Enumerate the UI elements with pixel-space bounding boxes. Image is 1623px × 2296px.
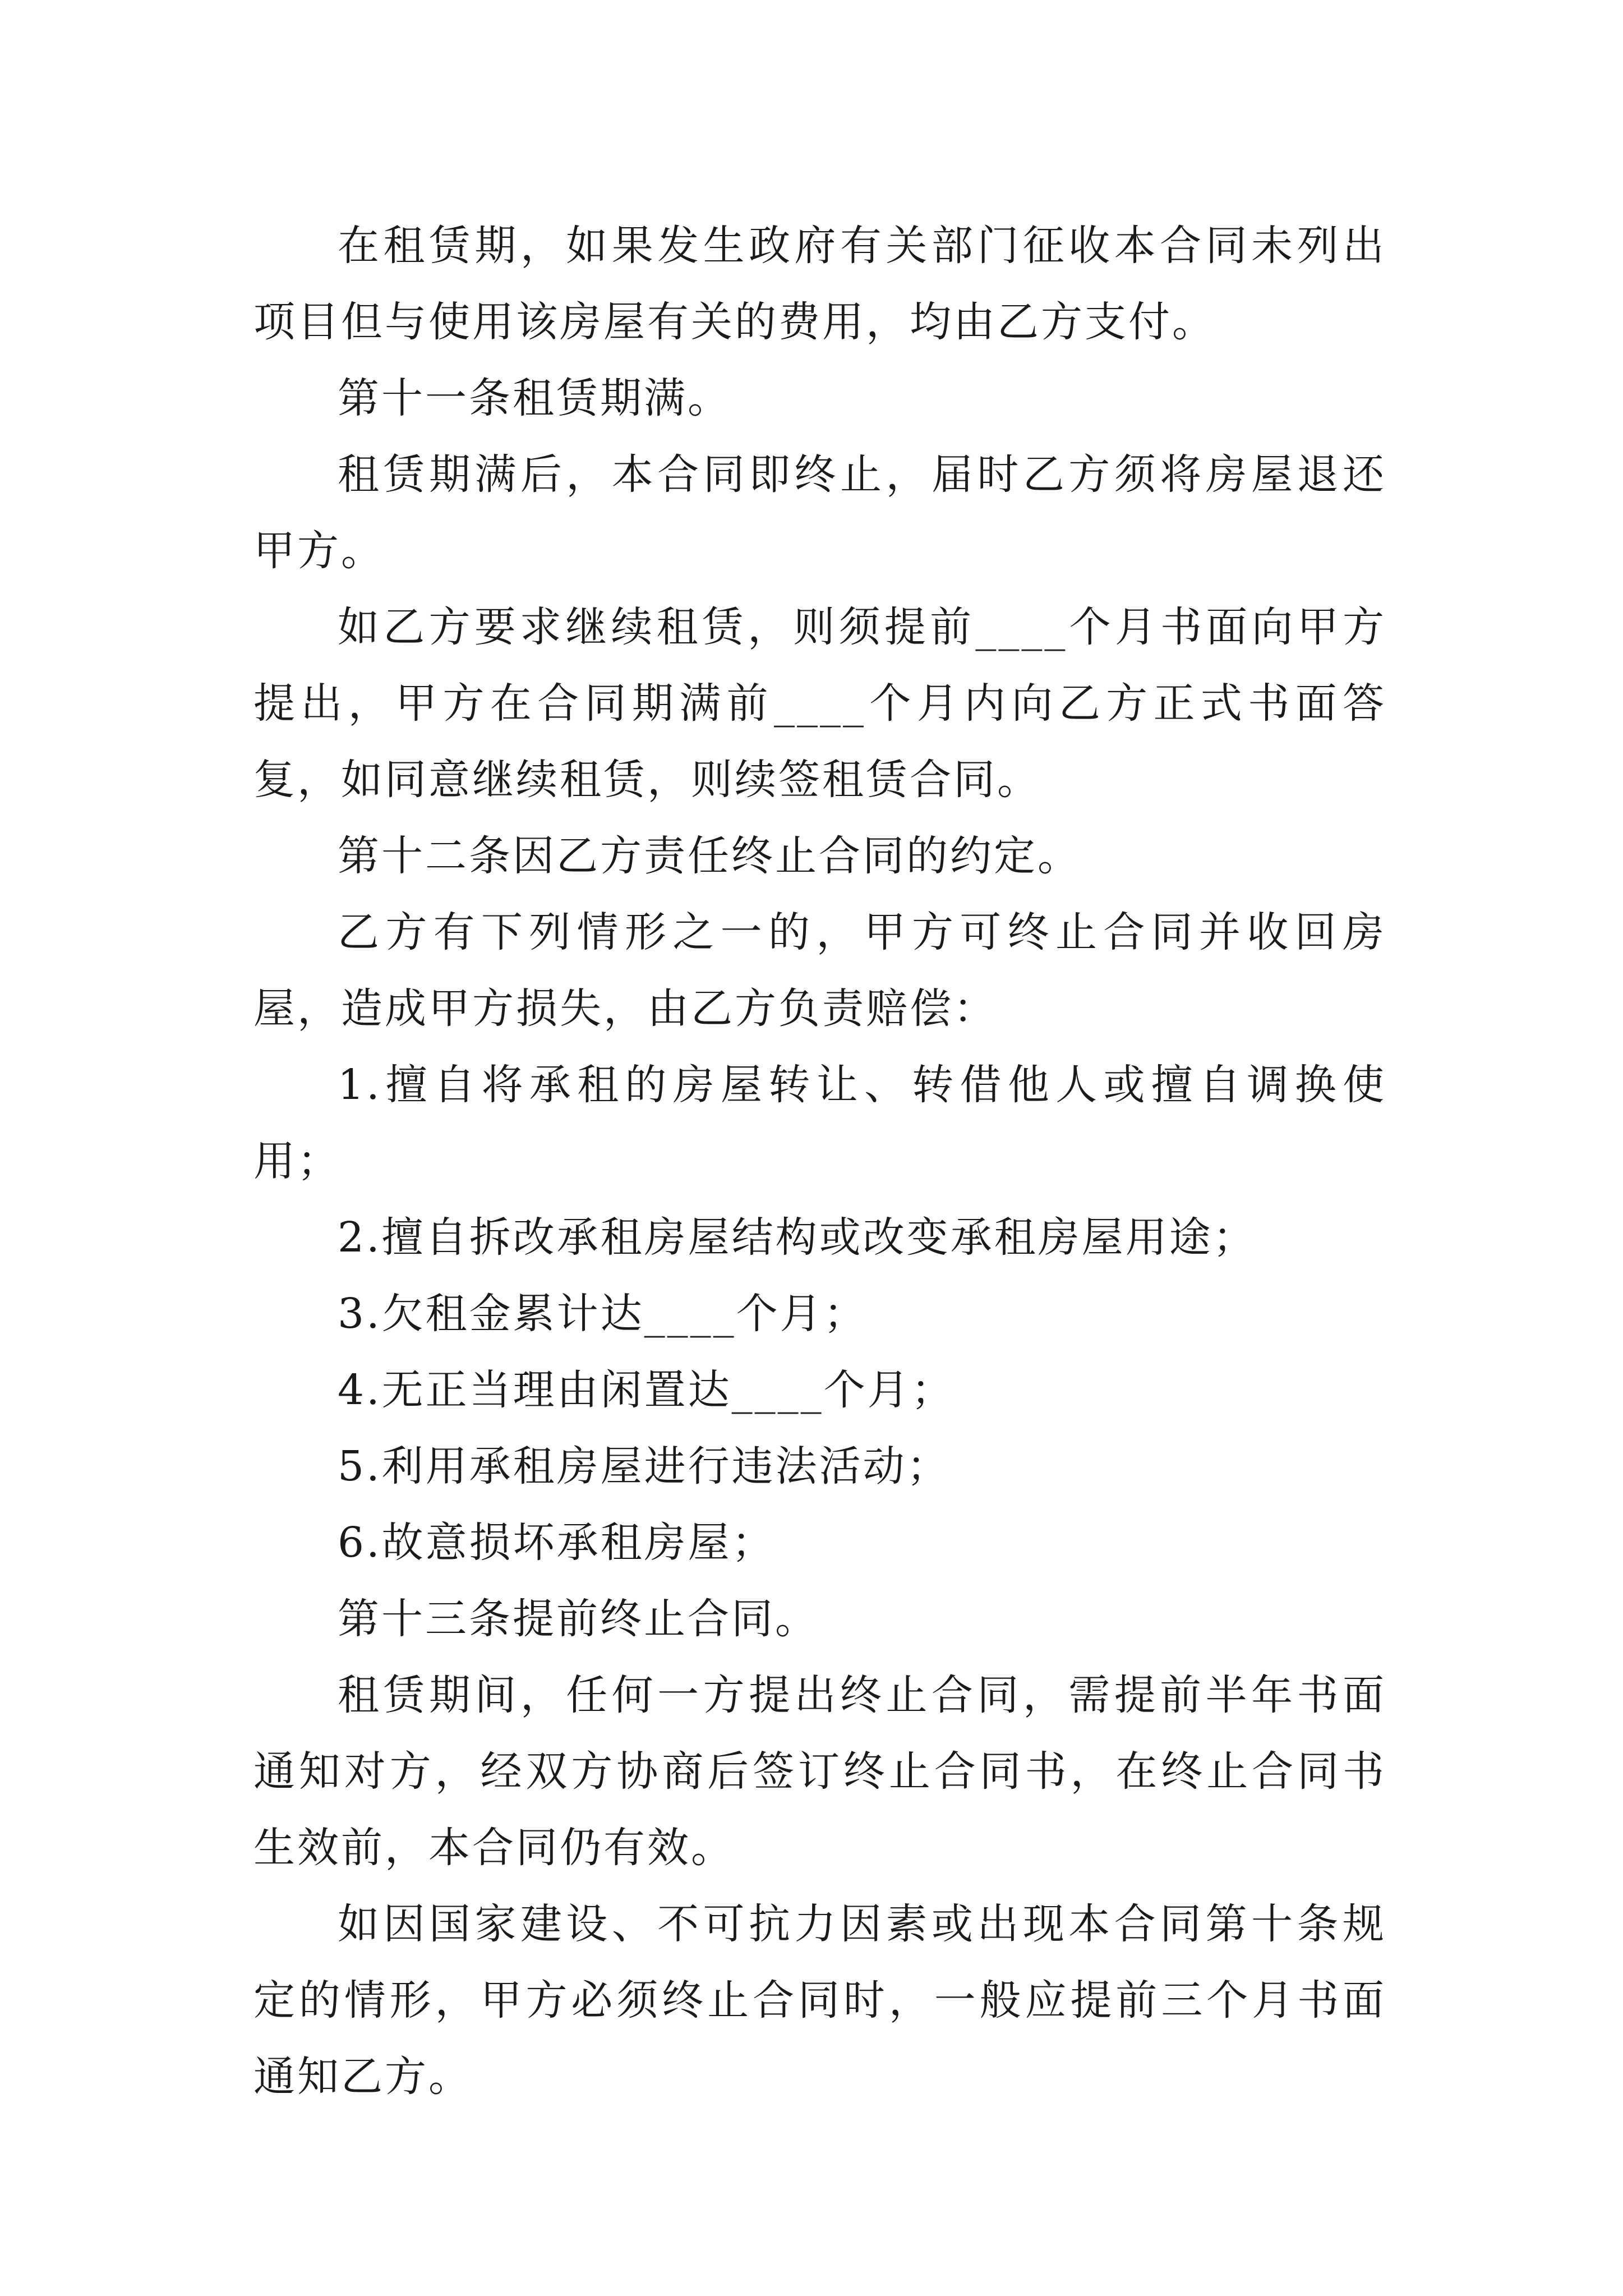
list-item-1: 1.擅自将承租的房屋转让、转借他人或擅自调换使用； xyxy=(253,1061,1386,1185)
list-item-3: 3.欠租金累计达____个月； xyxy=(338,1290,868,1338)
paragraph-termination-conditions: 乙方有下列情形之一的，甲方可终止合同并收回房屋，造成甲方损失，由乙方负责赔偿： xyxy=(253,908,1386,1033)
paragraph-early-termination: 租赁期间，任何一方提出终止合同，需提前半年书面通知对方，经双方协商后签订终止合同书，在终止合同书生效前，本合同仍有效。 xyxy=(253,1671,1386,1872)
document-body xyxy=(253,208,1386,2115)
paragraph-lease-renewal: 如乙方要求继续租赁，则须提前____个月书面向甲方提出，甲方在合同期满前____个月内向乙方正式书面答复，如同意继续租赁，则续签租赁合同。 xyxy=(253,603,1386,804)
paragraph-force-majeure: 如因国家建设、不可抗力因素或出现本合同第十条规定的情形，甲方必须终止合同时，一般应提前三个月书面通知乙方。 xyxy=(253,1900,1386,2101)
clause-11-heading: 第十一条租赁期满。 xyxy=(338,374,731,422)
list-item-6: 6.故意损坏承租房屋； xyxy=(338,1519,776,1567)
list-item-2: 2.擅自拆改承租房屋结构或改变承租房屋用途； xyxy=(338,1213,1257,1262)
paragraph-lease-expiry: 租赁期满后，本合同即终止，届时乙方须将房屋退还甲方。 xyxy=(253,450,1386,575)
paragraph-government-fees: 在租赁期，如果发生政府有关部门征收本合同未列出项目但与使用该房屋有关的费用，均由乙方支付。 xyxy=(253,222,1386,346)
list-item-4: 4.无正当理由闲置达____个月； xyxy=(338,1366,955,1414)
clause-13-heading: 第十三条提前终止合同。 xyxy=(338,1595,819,1643)
clause-12-heading: 第十二条因乙方责任终止合同的约定。 xyxy=(338,832,1081,880)
list-item-5: 5.利用承租房屋进行违法活动； xyxy=(338,1442,951,1490)
